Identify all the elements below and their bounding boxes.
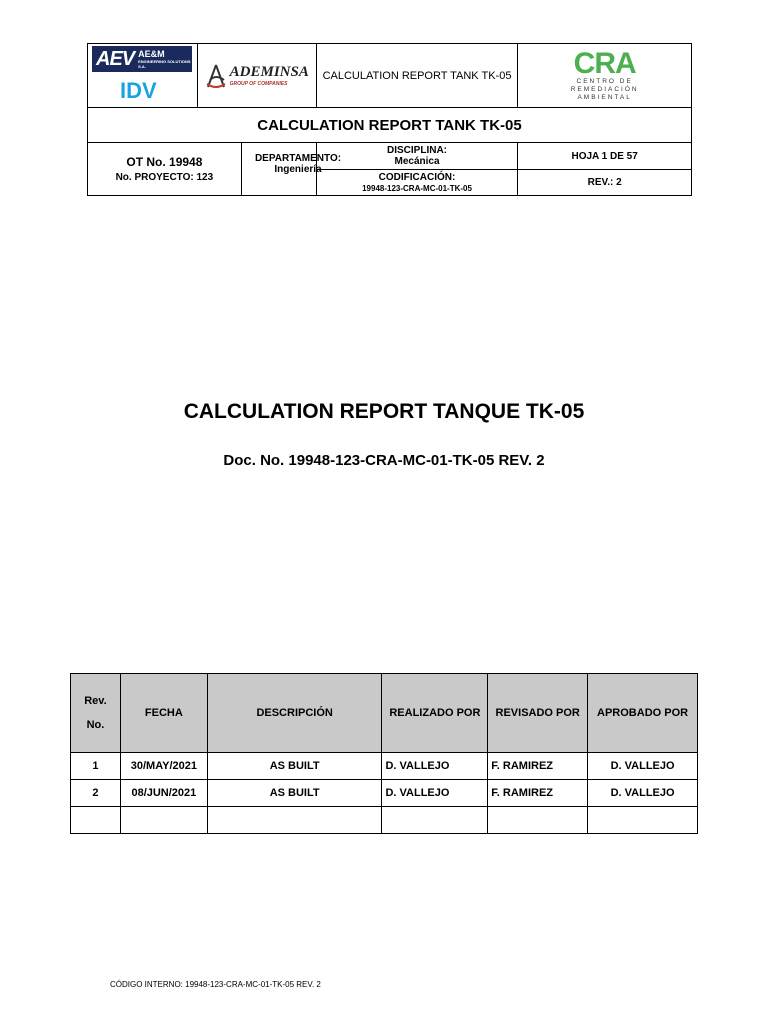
- aev-logo: [92, 46, 192, 72]
- cell-description: AS BUILT: [207, 753, 382, 780]
- cell-rev: 2: [71, 780, 121, 807]
- codification-label: CODIFICACIÓN:: [378, 171, 456, 183]
- department-label: DEPARTAMENTO:: [254, 153, 342, 164]
- ademinsa-logo-name: ADEMINSA: [229, 64, 309, 80]
- report-title: CALCULATION REPORT TANK TK-05: [88, 108, 692, 143]
- aev-idv-logo-cell: [88, 44, 198, 108]
- cell-description: AS BUILT: [207, 780, 382, 807]
- cell-made-by: D. VALLEJO: [382, 780, 488, 807]
- cell-reviewed-by: [488, 807, 588, 834]
- ademinsa-emblem-icon: [205, 62, 227, 90]
- aev-logo-mark: AEV: [96, 47, 135, 70]
- cra-logo: CRA: [573, 46, 636, 80]
- cra-logo-cell: [518, 44, 692, 108]
- department-value: Ingeniería: [274, 164, 322, 175]
- document-title: CALCULATION REPORT TANQUE TK-05: [183, 400, 585, 423]
- cra-logo-line3: AMBIENTAL: [577, 93, 632, 101]
- cell-reviewed-by: F. RAMIREZ: [488, 753, 588, 780]
- cell-approved-by: D. VALLEJO: [588, 753, 698, 780]
- ot-number: OT No. 19948: [126, 155, 203, 169]
- col-header-description: DESCRIPCIÓN: [207, 674, 382, 753]
- department-block: [241, 153, 354, 195]
- cra-logo-line2: REMEDIACIÓN: [570, 85, 639, 93]
- cell-date: 30/MAY/2021: [120, 753, 207, 780]
- codification-value: 19948-123-CRA-MC-01-TK-05: [362, 183, 472, 193]
- col-header-date: FECHA: [120, 674, 207, 753]
- col-header-made-by: REALIZADO POR: [382, 674, 488, 753]
- cell-made-by: D. VALLEJO: [382, 753, 488, 780]
- table-row: [71, 780, 698, 807]
- document-number: Doc. No. 19948-123-CRA-MC-01-TK-05 REV. 2: [223, 452, 545, 469]
- col-header-rev: [71, 674, 121, 753]
- table-row: [71, 753, 698, 780]
- cell-approved-by: [588, 807, 698, 834]
- revision-table: [70, 673, 698, 834]
- ademinsa-logo-tagline: GROUP OF COMPANIES: [229, 81, 288, 87]
- col-header-approved-by: APROBADO POR: [588, 674, 698, 753]
- cell-rev: [71, 807, 121, 834]
- report-title-small: CALCULATION REPORT TANK TK-05: [316, 44, 518, 108]
- col-header-reviewed-by: REVISADO POR: [488, 674, 588, 753]
- idv-logo: IDV: [120, 78, 157, 103]
- sheet-number: HOJA 1 DE 57: [518, 143, 692, 170]
- col-header-rev-line2: No.: [86, 719, 105, 731]
- discipline-label: DISCIPLINA:: [387, 145, 448, 156]
- document-header: [87, 43, 692, 196]
- cell-approved-by: D. VALLEJO: [588, 780, 698, 807]
- project-number: No. PROYECTO: 123: [115, 172, 214, 183]
- cell-made-by: [382, 807, 488, 834]
- revision-header-row: [71, 674, 698, 753]
- revision-number: REV.: 2: [518, 170, 692, 196]
- cra-logo-line1: CENTRO DE: [576, 77, 633, 85]
- footer-internal-code: CÓDIGO INTERNO: 19948-123-CRA-MC-01-TK-05 REV. 2: [110, 980, 321, 989]
- col-header-rev-line1: Rev.: [84, 695, 107, 707]
- cell-date: 08/JUN/2021: [120, 780, 207, 807]
- cell-rev: 1: [71, 753, 121, 780]
- cell-reviewed-by: F. RAMIREZ: [488, 780, 588, 807]
- cell-description: [207, 807, 382, 834]
- discipline-value: Mecánica: [394, 156, 440, 167]
- table-row: [71, 807, 698, 834]
- aev-logo-name: AE&M: [138, 48, 165, 59]
- cell-date: [120, 807, 207, 834]
- ot-cell: [88, 143, 242, 196]
- aev-logo-tagline: ENGINEERING SOLUTIONS S.A.: [138, 58, 191, 69]
- ademinsa-logo-cell: [197, 44, 316, 108]
- ademinsa-logo: [198, 62, 316, 90]
